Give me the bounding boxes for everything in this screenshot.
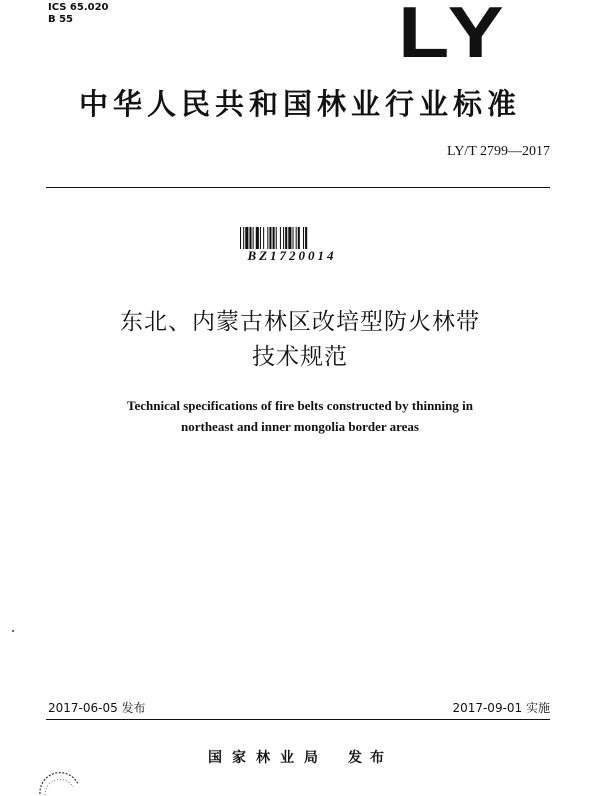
implementation-date: 2017-09-01 实施 bbox=[452, 701, 550, 715]
document-title-english-line-2: northeast and inner mongolia border areas bbox=[181, 419, 419, 434]
barcode-bar bbox=[298, 227, 300, 249]
barcode-bar bbox=[243, 227, 244, 249]
document-title-chinese-line-2: 技术规范 bbox=[252, 344, 348, 370]
issuer-line bbox=[0, 749, 600, 767]
top-rule bbox=[46, 187, 550, 188]
ly-logo: LY bbox=[398, 0, 510, 73]
bottom-rule bbox=[46, 719, 550, 720]
standard-category-title: 中华人民共和国林业行业标准 bbox=[78, 87, 521, 121]
barcode-bar bbox=[276, 227, 277, 249]
barcode-bar bbox=[273, 227, 275, 249]
barcode-bar bbox=[269, 227, 271, 249]
issuer-verb: 发布 bbox=[348, 750, 392, 766]
seal-stamp-partial bbox=[36, 770, 82, 796]
ics-code: ICS 65.020 bbox=[48, 2, 109, 13]
issuer-name: 国家林业局 bbox=[208, 750, 328, 766]
barcode-bar bbox=[303, 227, 304, 249]
barcode-image bbox=[240, 227, 348, 249]
barcode-bar bbox=[280, 227, 281, 249]
barcode-bar bbox=[283, 227, 284, 249]
standard-number: LY/T 2799—2017 bbox=[447, 144, 550, 159]
publication-date: 2017-06-05 发布 bbox=[48, 701, 146, 715]
document-title-chinese-line-1: 东北、内蒙古林区改培型防火林带 bbox=[120, 309, 480, 335]
barcode-bar bbox=[263, 227, 264, 249]
barcode-bar bbox=[288, 227, 291, 249]
barcode-bar bbox=[249, 227, 251, 249]
barcode-bar bbox=[245, 227, 248, 249]
document-title-english-line-1: Technical specifications of fire belts constructed by thinning in bbox=[127, 398, 473, 413]
barcode-bar bbox=[293, 227, 294, 249]
barcode-text: BZ1720014 bbox=[247, 248, 337, 263]
barcode-bar bbox=[285, 227, 287, 249]
ccs-code: B 55 bbox=[48, 14, 74, 25]
barcode-bar bbox=[240, 227, 241, 249]
scan-speck bbox=[12, 630, 14, 632]
barcode-bar bbox=[253, 227, 254, 249]
barcode-bar bbox=[260, 227, 261, 249]
barcode-bar bbox=[267, 227, 268, 249]
barcode-bar bbox=[305, 227, 307, 249]
barcode-bar bbox=[296, 227, 297, 249]
barcode-bar bbox=[256, 227, 259, 249]
